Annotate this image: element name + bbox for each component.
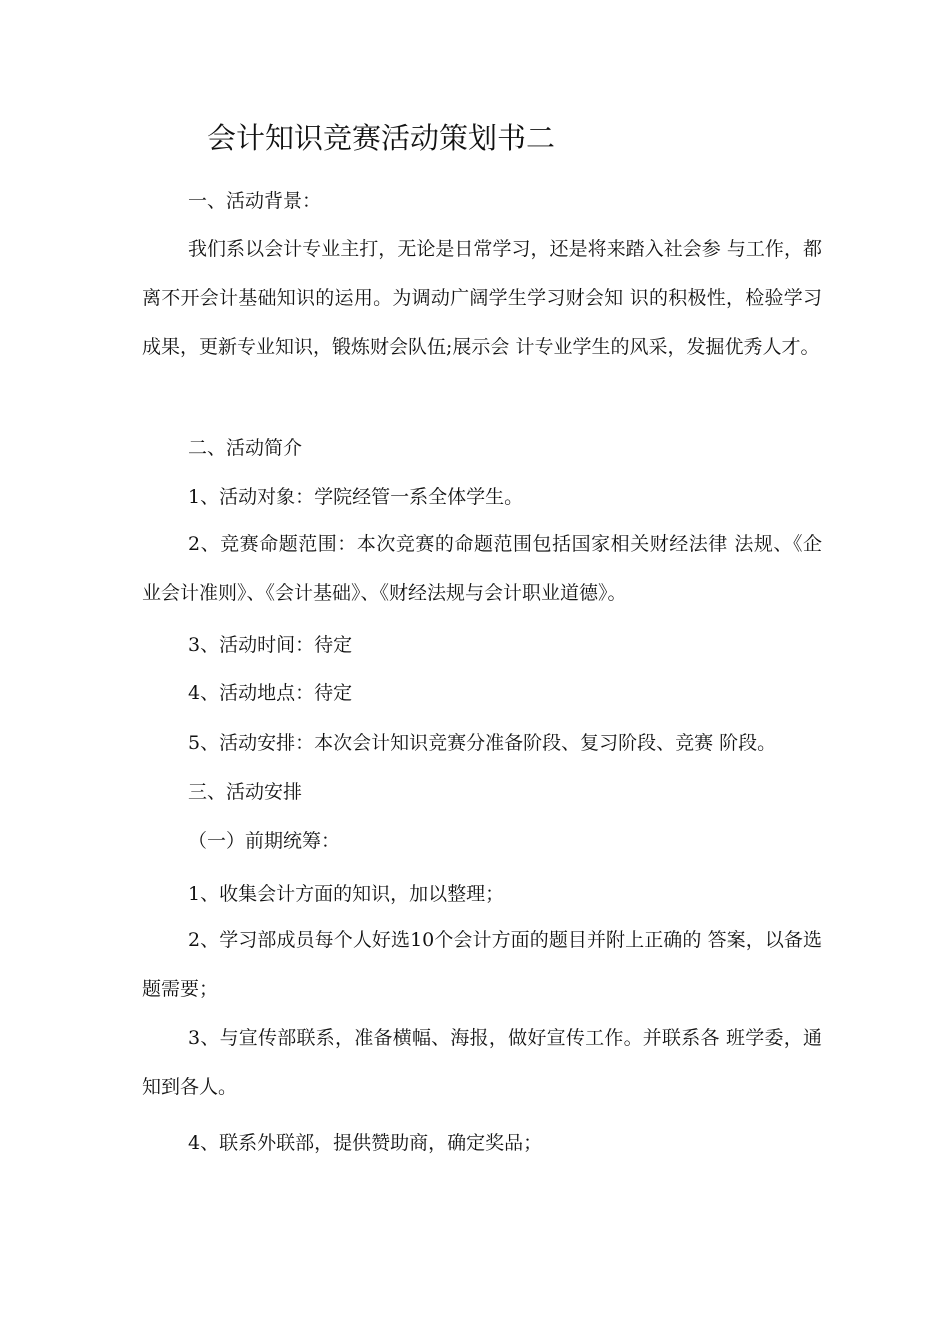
list-item-target: 1、活动对象：学院经管一系全体学生。: [188, 486, 524, 508]
section-heading-arrangement: 三、活动安排: [188, 781, 303, 803]
list-item-prep-4: 4、联系外联部，提供赞助商，确定奖品；: [188, 1132, 543, 1154]
list-item-prep-2: 2、学习部成员每个人好选10个会计方面的题目并附上正确的 答案，以备选题需要；: [142, 929, 822, 1000]
list-item-scope: 2、竞赛命题范围：本次竞赛的命题范围包括国家相关财经法律 法规、《企业会计准则》、《会计基础》、《财经法规与会计职业道德》。: [142, 533, 822, 604]
list-item-time: 3、活动时间：待定: [188, 634, 353, 656]
section-heading-introduction: 二、活动简介: [188, 437, 303, 459]
subsection-heading-preparation: （一）前期统筹：: [188, 830, 341, 852]
list-item-place: 4、活动地点：待定: [188, 682, 353, 704]
list-item-arrangement: 5、活动安排：本次会计知识竞赛分准备阶段、复习阶段、竞赛 阶段。: [188, 732, 777, 754]
list-item-prep-1: 1、收集会计方面的知识，加以整理；: [188, 883, 505, 905]
list-item-prep-3: 3、与宣传部联系，准备横幅、海报，做好宣传工作。并联系各 班学委，通知到各人。: [142, 1027, 822, 1098]
section-heading-background: 一、活动背景：: [188, 190, 322, 212]
paragraph-background: 我们系以会计专业主打，无论是日常学习，还是将来踏入社会参 与工作，都离不开会计基础知识的运用。为调动广阔学生学习财会知 识的积极性，检验学习成果，更新专业知识，锻炼财会队伍;展示会 计专业学生的风采，发掘优秀人才。: [142, 238, 822, 358]
document-title: 会计知识竞赛活动策划书二: [207, 121, 556, 155]
